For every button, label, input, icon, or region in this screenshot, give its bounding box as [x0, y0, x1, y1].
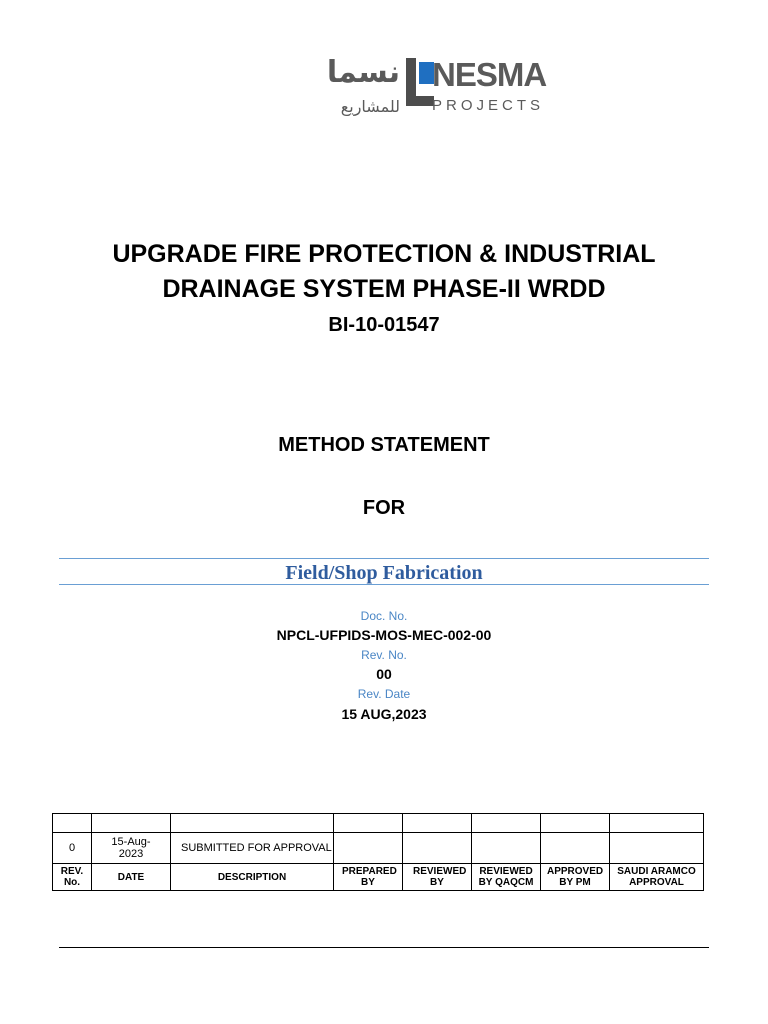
header-date: DATE	[92, 864, 171, 891]
subject-top-rule	[59, 558, 709, 559]
rev-cell: 0	[53, 833, 92, 864]
logo-arabic-subtitle: للمشاريع	[340, 97, 400, 116]
project-title-line-2: DRAINAGE SYSTEM PHASE-II WRDD	[162, 275, 606, 303]
subject-title: Field/Shop Fabrication	[285, 562, 483, 584]
aramco-approval-cell	[610, 833, 704, 864]
header-prepared-by: PREPARED BY	[334, 864, 403, 891]
header-aramco-approval: SAUDI ARAMCO APPROVAL	[610, 864, 704, 891]
subject-bottom-rule	[59, 584, 709, 585]
logo-arabic-name: نسما	[326, 55, 400, 90]
date-cell: 15-Aug-2023	[92, 833, 171, 864]
logo-wordmark: NESMA	[432, 56, 547, 93]
table-header-row	[53, 864, 704, 891]
approved-pm-cell	[541, 833, 610, 864]
company-logo	[282, 55, 547, 124]
revision-table	[52, 813, 704, 891]
header-rev-no: REV. No.	[53, 864, 92, 891]
reviewed-cell	[403, 833, 472, 864]
header-reviewed-by: REVIEWED BY	[403, 864, 472, 891]
prepared-cell	[334, 833, 403, 864]
header-description: DESCRIPTION	[171, 864, 334, 891]
header-approved-by-pm: APPROVED BY PM	[541, 864, 610, 891]
for-label: FOR	[362, 497, 406, 519]
project-title	[0, 237, 768, 307]
rev-no-label: Rev. No.	[361, 648, 407, 662]
footer-rule	[59, 947, 709, 948]
doc-no-label: Doc. No.	[360, 609, 408, 623]
document-type: METHOD STATEMENT	[278, 434, 490, 456]
rev-date-value: 15 AUG,2023	[341, 706, 427, 722]
rev-date-label: Rev. Date	[357, 687, 411, 701]
header-reviewed-by-qaqcm: REVIEWED BY QAQCM	[472, 864, 541, 891]
project-title-line-1: UPGRADE FIRE PROTECTION & INDUSTRIAL	[112, 240, 656, 268]
description-cell: SUBMITTED FOR APPROVAL	[171, 833, 334, 864]
table-row-blank	[53, 814, 704, 833]
logo-tagline: PROJECTS	[432, 97, 545, 114]
table-row	[53, 833, 704, 864]
reviewed-qaqcm-cell	[472, 833, 541, 864]
rev-no-value: 00	[376, 666, 392, 682]
project-code: BI-10-01547	[328, 314, 440, 336]
doc-no-value: NPCL-UFPIDS-MOS-MEC-002-00	[276, 627, 492, 643]
